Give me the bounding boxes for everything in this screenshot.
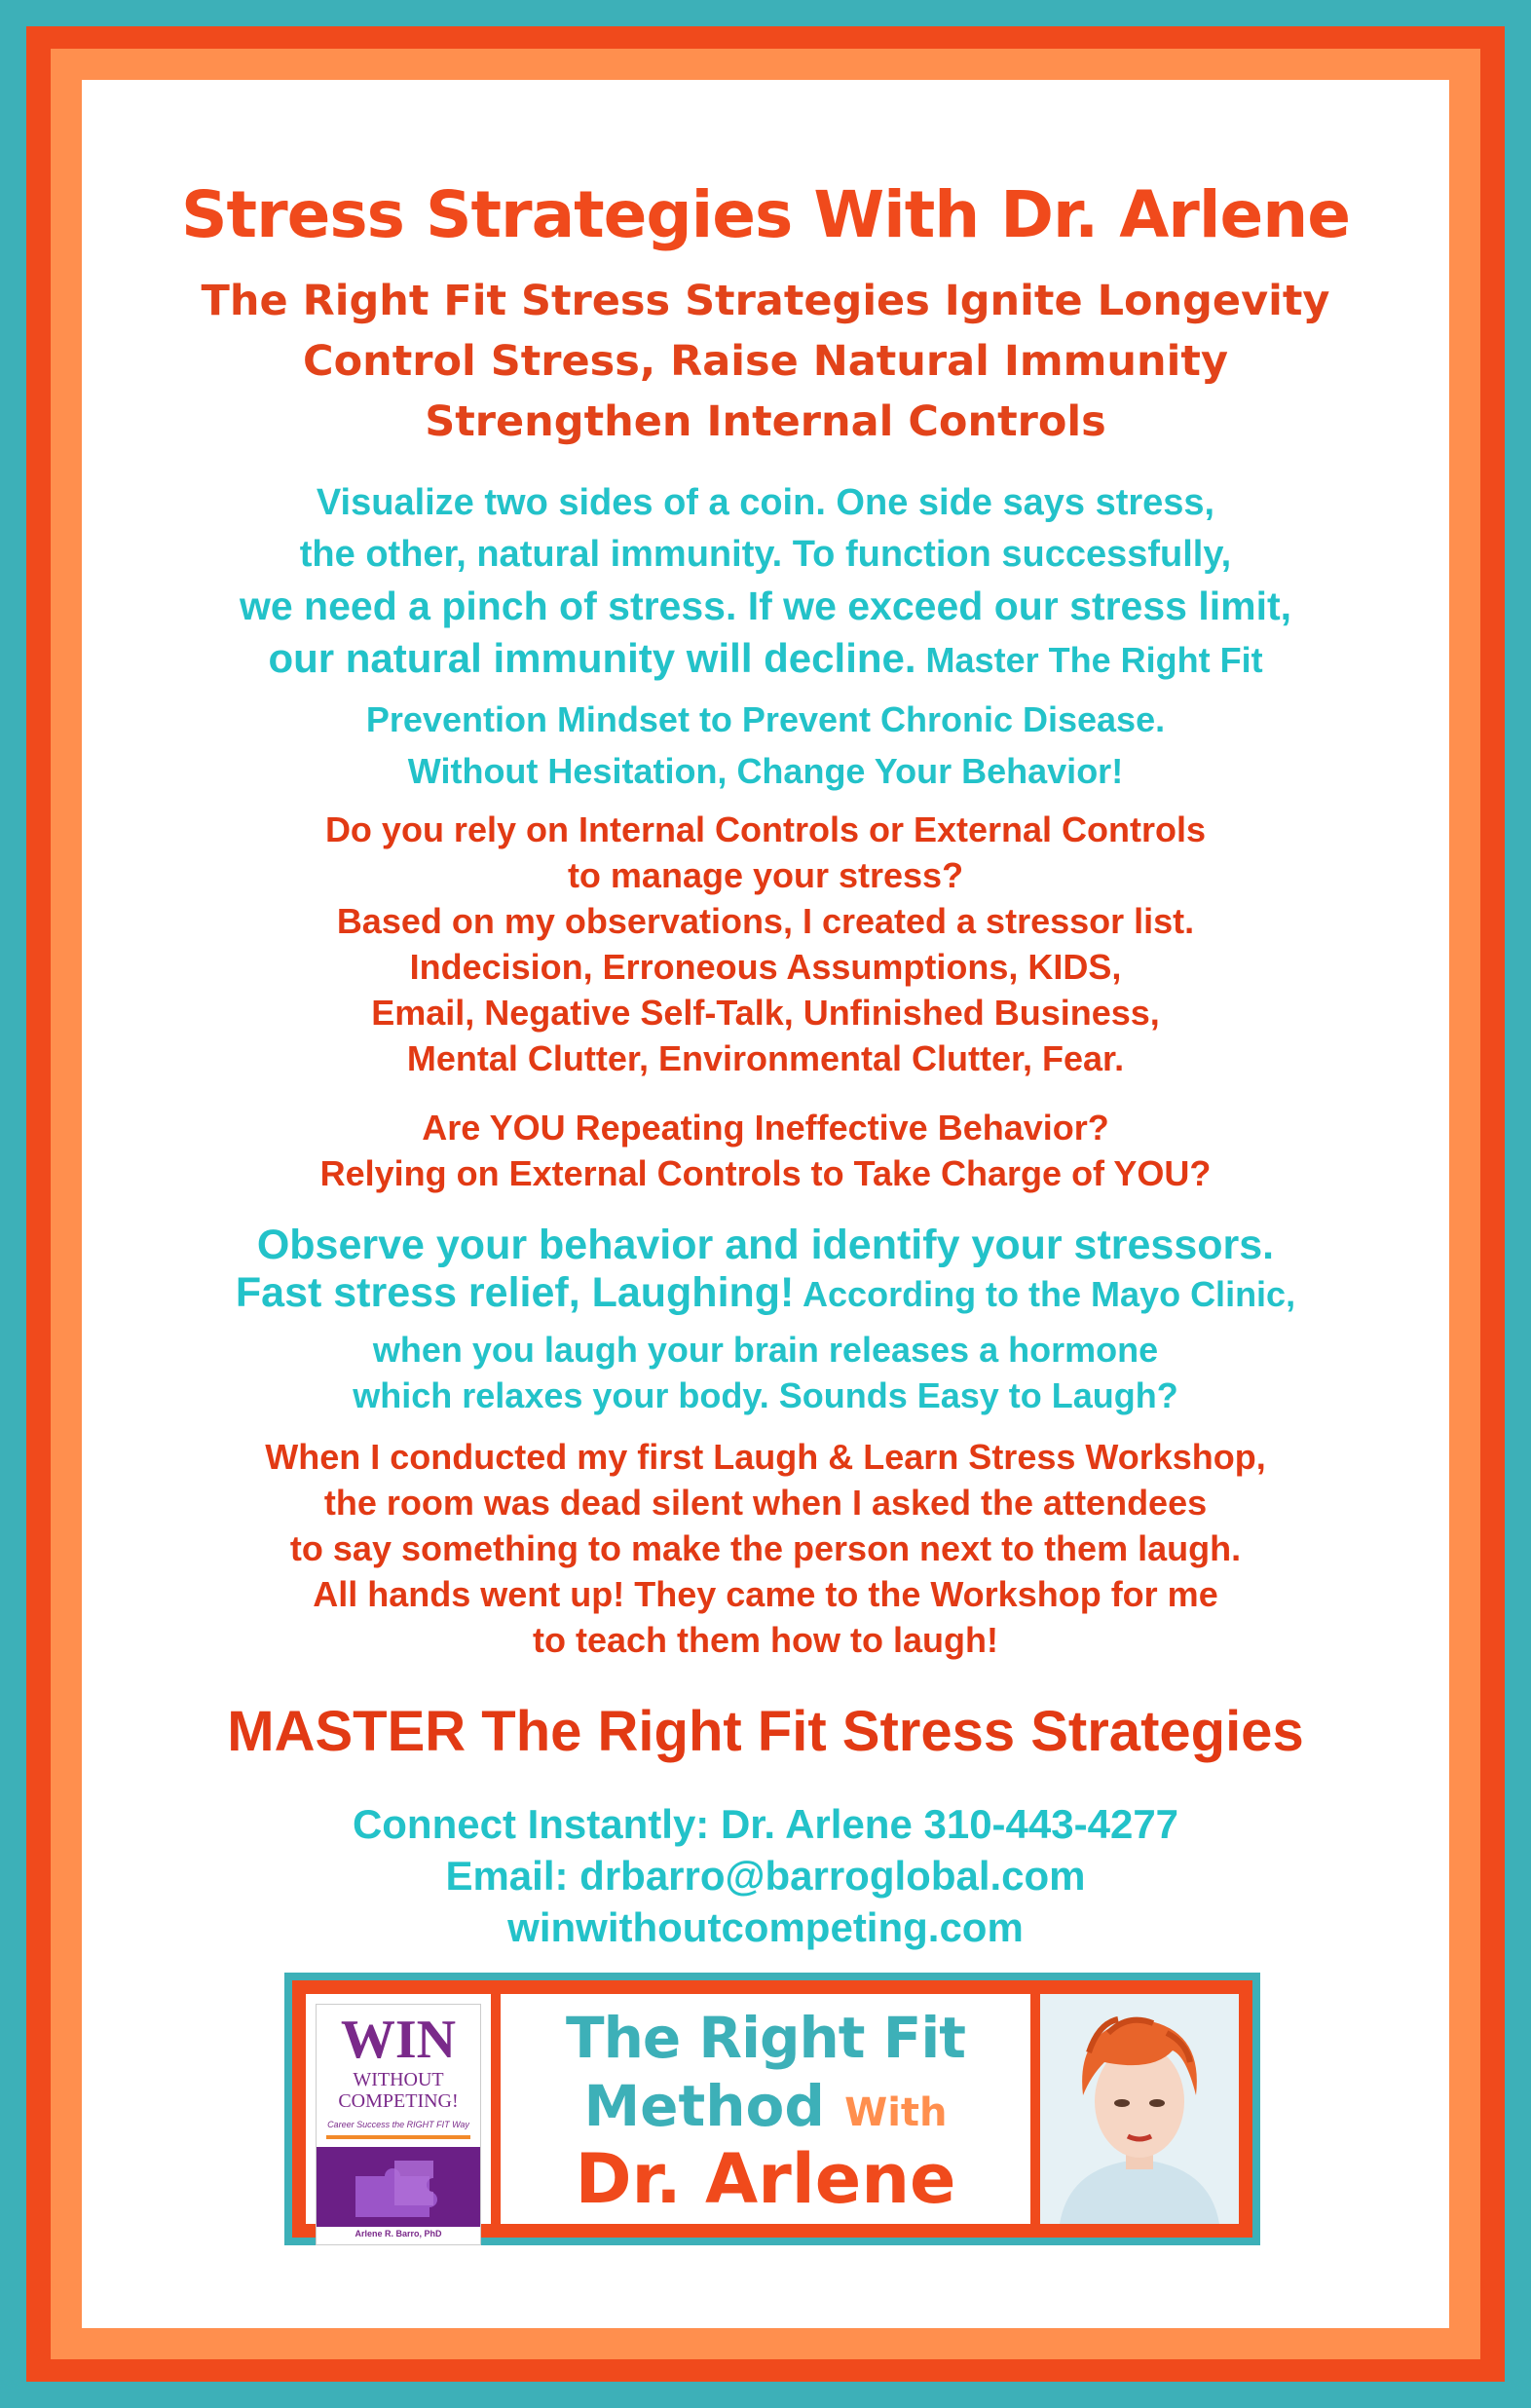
method-title [501,1994,1030,2224]
observe-line: when you laugh your brain releases a hormone [372,1330,1159,1370]
method-line-2 [501,2073,1030,2143]
flyer-page [82,80,1449,2328]
dr-arlene-portrait [1040,1994,1239,2224]
observe-mayo-text: According to the Mayo Clinic, [794,1274,1296,1314]
contact-block [82,1798,1449,1953]
workshop-line: When I conducted my first Laugh & Learn Stress Workshop, [265,1437,1266,1477]
puzzle-pieces-image [317,2147,480,2227]
book-subtitle [317,2069,480,2112]
book-cover [316,2004,481,2245]
observe-line-mixed [82,1268,1449,1327]
intro-line: Without Hesitation, Change Your Behavior! [407,751,1124,791]
intro-line: the other, natural immunity. To function successfully, [299,534,1232,575]
method-word: Method [583,2073,825,2139]
book-tagline: Career Success the RIGHT FIT Way [327,2120,469,2129]
method-line-3: Dr. Arlene [575,2139,956,2219]
banner-content [306,1994,1239,2239]
workshop-paragraph [82,1434,1449,1663]
intro-line: we need a pinch of stress. If we exceed our stress limit, [239,583,1292,628]
method-banner [284,1973,1260,2245]
question-line: Relying on External Controls to Take Charge of YOU? [319,1153,1212,1193]
book-accent-line [326,2135,470,2139]
book-subtitle-line: WITHOUT [353,2069,444,2090]
intro-line-mixed [82,632,1449,694]
controls-line: Mental Clutter, Environmental Clutter, Fear. [406,1038,1125,1078]
subtitle-line: Control Stress, Raise Natural Immunity [303,337,1228,386]
controls-paragraph [82,807,1449,1081]
observe-line: which relaxes your body. Sounds Easy to Laugh? [353,1375,1178,1415]
phone-line: Connect Instantly: Dr. Arlene 310-443-4277 [352,1801,1179,1847]
controls-line: Indecision, Erroneous Assumptions, KIDS, [409,947,1122,987]
intro-line: Master The Right Fit [915,640,1263,680]
questions-paragraph [82,1105,1449,1196]
controls-line: Email, Negative Self-Talk, Unfinished Business, [371,993,1160,1033]
controls-line: Based on my observations, I created a stressor list. [336,901,1195,941]
intro-line: our natural immunity will decline. [268,635,916,681]
book-subtitle-line: COMPETING! [338,2090,459,2112]
book-title: WIN [340,2010,457,2070]
website-link[interactable]: winwithoutcompeting.com [507,1904,1024,1950]
banner-divider [1030,1994,1040,2224]
flyer-title: Stress Strategies With Dr. Arlene [181,177,1350,252]
controls-line: Do you rely on Internal Controls or External Controls [324,809,1207,849]
method-with-word: With [844,2090,948,2135]
controls-line: to manage your stress? [567,855,964,895]
observe-paragraph [82,1222,1449,1418]
workshop-line: to say something to make the person next to them laugh. [289,1528,1242,1568]
intro-paragraph [82,477,1449,797]
master-heading: MASTER The Right Fit Stress Strategies [227,1700,1304,1763]
intro-line: Visualize two sides of a coin. One side says stress, [316,482,1215,523]
workshop-line: All hands went up! They came to the Workshop for me [313,1574,1218,1614]
subtitle-line: The Right Fit Stress Strategies Ignite Longevity [201,277,1330,325]
question-line: Are YOU Repeating Ineffective Behavior? [422,1108,1109,1148]
book-author: Arlene R. Barro, PhD [355,2229,442,2239]
intro-line: Prevention Mindset to Prevent Chronic Disease. [365,699,1166,739]
flyer-subtitle [82,271,1449,452]
email-line: Email: drbarro@barroglobal.com [445,1853,1086,1899]
subtitle-line: Strengthen Internal Controls [425,397,1106,446]
workshop-line: the room was dead silent when I asked the attendees [323,1483,1208,1523]
method-line-1: The Right Fit [566,2005,965,2071]
observe-laugh-text: Fast stress relief, Laughing! [235,1269,795,1316]
workshop-line: to teach them how to laugh! [533,1620,998,1660]
observe-line: Observe your behavior and identify your stressors. [256,1222,1275,1268]
banner-divider [491,1994,501,2224]
